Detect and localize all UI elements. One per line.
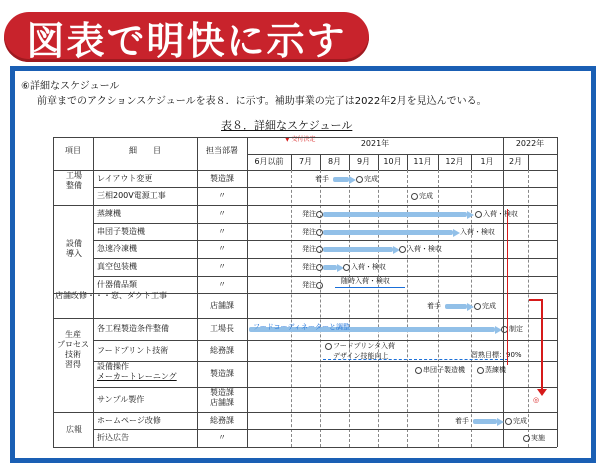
gantt-note-delivery: 入荷・検収	[460, 228, 495, 236]
schedule-bar	[445, 304, 467, 309]
milestone-circle-icon	[325, 343, 332, 350]
schedule-table	[53, 137, 557, 447]
milestone-label: 実施	[531, 434, 545, 442]
gantt-note-food-coord: フードコーディネーターと調整	[253, 323, 350, 331]
group-factory-line1: 工場	[66, 171, 82, 180]
schedule-bar	[323, 247, 393, 252]
schedule-bar	[333, 177, 349, 182]
gantt-note-start: 着手	[315, 175, 329, 183]
gantt-note-kushi-machine	[415, 366, 465, 375]
schedule-bar	[323, 230, 453, 235]
month-header: 1月	[480, 157, 494, 166]
group-production-line1: 生産	[65, 330, 81, 339]
banner-title: 図表で明快に示す	[26, 18, 347, 63]
row-dept: 店舗課	[210, 301, 234, 310]
month-grid-line	[528, 170, 529, 447]
gantt-note-delivery	[399, 245, 442, 254]
red-bracket-line	[507, 209, 508, 365]
row-line	[93, 387, 557, 388]
milestone-label: 完成	[419, 192, 433, 200]
row-dept: 製造課	[210, 369, 234, 378]
row-line	[93, 429, 557, 430]
row-line	[93, 276, 557, 277]
row-line	[93, 340, 557, 341]
header-bottom-line	[53, 170, 557, 171]
gantt-note-delivery-temp: 随時入荷・検収	[341, 277, 390, 285]
milestone-label: 蒸練機	[485, 366, 506, 374]
bar-arrow-icon	[497, 418, 504, 426]
group-pr: 広報	[66, 425, 82, 434]
milestone-label: 発注	[302, 245, 316, 253]
milestone-circle-icon	[316, 282, 323, 289]
row-dept: 〃	[218, 244, 226, 253]
gantt-note-implement	[523, 434, 545, 443]
row-item: 三相200V電源工事	[97, 191, 166, 200]
gantt-note-order	[302, 210, 324, 219]
milestone-circle-icon	[523, 435, 530, 442]
milestone-label: 発注	[302, 263, 316, 271]
milestone-circle-icon	[316, 229, 323, 236]
gantt-note-start: 着手	[455, 417, 469, 425]
milestone-circle-icon	[316, 264, 323, 271]
row-line	[93, 258, 557, 259]
month-header: 7月	[298, 157, 313, 166]
row-item: 什器備品類	[97, 280, 137, 289]
milestone-label: 入荷・検収	[483, 210, 518, 218]
row-dept: 製造課	[210, 174, 234, 183]
row-item: フードプリント技術	[97, 346, 169, 355]
row-line	[53, 205, 557, 206]
section-text: 前章までのアクションスケジュールを表８．に示す。補助事業の完了は2022年2月を見込んでいる。	[37, 96, 487, 107]
row-item: 各工程製造条件整備	[97, 324, 169, 333]
sample-complete-marker: ◎	[533, 396, 540, 404]
gantt-note-done	[411, 192, 433, 201]
milestone-label: 発注	[302, 281, 316, 289]
row-dept: 工場長	[210, 324, 234, 333]
row-item-line2: メーカートレーニング	[97, 372, 177, 381]
bar-arrow-icon	[349, 176, 356, 184]
row-dept: 〃	[218, 280, 226, 289]
month-header: 10月	[383, 157, 402, 166]
milestone-circle-icon	[356, 176, 363, 183]
row-dept-line2: 店舗課	[210, 398, 234, 407]
row-dept: 〃	[218, 191, 226, 200]
milestone-label: 完成	[482, 302, 496, 310]
milestone-label: フードプリンタ入荷	[333, 342, 396, 350]
month-header: 2月	[508, 157, 523, 166]
table-border-bottom	[53, 447, 557, 448]
milestone-circle-icon	[411, 193, 418, 200]
row-dept: 〃	[218, 433, 226, 442]
header-item: 細 目	[129, 146, 161, 155]
row-line	[93, 240, 557, 241]
header-year-2021: 2021年	[360, 139, 390, 148]
red-arrow-horizontal	[529, 299, 541, 301]
row-dept: 総務課	[210, 346, 234, 355]
gantt-note-order	[302, 281, 324, 290]
row-item: 蒸練機	[97, 209, 121, 218]
row-item: 真空包装機	[97, 262, 137, 271]
gantt-note-steam-machine	[477, 366, 506, 375]
row-dept: 〃	[218, 209, 226, 218]
milestone-label: 制定	[509, 325, 523, 333]
month-header: 11月	[413, 157, 432, 166]
gantt-note-established	[501, 325, 523, 334]
schedule-bar	[323, 212, 467, 217]
row-item: レイアウト変更	[97, 174, 153, 183]
gantt-note-done	[356, 175, 378, 184]
bar-arrow-icon	[467, 211, 474, 219]
group-equipment-line2: 導入	[66, 249, 82, 258]
year-divider-line	[503, 137, 504, 447]
col-line	[93, 137, 94, 447]
gantt-note-order	[302, 228, 324, 237]
header-year-2022: 2022年	[515, 139, 545, 148]
milestone-label: 発注	[302, 210, 316, 218]
milestone-circle-icon	[415, 367, 422, 374]
milestone-label: 発注	[302, 228, 316, 236]
row-dept-line1: 製造課	[210, 388, 234, 397]
group-factory-line2: 整備	[66, 181, 82, 190]
group-store-renovation: 店舗改修・・・窓、ダクト工事	[55, 291, 167, 300]
schedule-bar	[473, 419, 497, 424]
month-header: 9月	[356, 157, 371, 166]
red-arrow-head-icon	[537, 389, 547, 396]
row-item-line1: 設備操作	[97, 362, 129, 371]
row-item	[97, 362, 177, 382]
table-border-right	[557, 137, 558, 447]
row-line	[53, 412, 557, 413]
schedule-bar	[323, 265, 337, 270]
content-frame	[10, 66, 596, 463]
gantt-note-skill-goal: 習熟目標：90%	[471, 351, 522, 359]
month-header-line	[528, 154, 529, 170]
row-item: 急速冷凍機	[97, 244, 137, 253]
row-item: ホームページ改修	[97, 416, 161, 425]
milestone-label: 完成	[364, 175, 378, 183]
milestone-circle-icon	[477, 367, 484, 374]
table-border-top	[53, 137, 557, 138]
milestone-label: 完成	[513, 417, 527, 425]
row-item: 串団子製造機	[97, 227, 145, 236]
month-header: 8月	[327, 157, 342, 166]
month-header: 12月	[445, 157, 464, 166]
milestone-circle-icon	[316, 211, 323, 218]
group-production-line3: 技術	[65, 350, 81, 359]
gantt-note-order	[302, 263, 324, 272]
gantt-note-done	[505, 417, 527, 426]
red-arrow-vertical	[541, 299, 543, 389]
gantt-note-delivery	[475, 210, 518, 219]
row-line	[53, 318, 557, 319]
bar-arrow-icon	[453, 229, 460, 237]
col-line	[247, 137, 248, 447]
milestone-circle-icon	[475, 211, 482, 218]
month-header: 6月以前	[254, 157, 284, 166]
gantt-note-done	[474, 302, 496, 311]
month-grid-line	[291, 170, 292, 447]
gantt-note-printer-delivery	[325, 342, 395, 351]
milestone-label: 入荷・検収	[351, 263, 386, 271]
row-dept: 総務課	[210, 416, 234, 425]
milestone-circle-icon	[316, 246, 323, 253]
milestone-circle-icon	[399, 246, 406, 253]
gantt-note-design-improve: デザイン技能向上	[333, 352, 389, 360]
bar-arrow-icon	[467, 303, 474, 311]
milestone-circle-icon	[343, 264, 350, 271]
table-caption: 表８．詳細なスケジュール	[221, 119, 353, 132]
row-item: 折込広告	[97, 433, 129, 442]
row-line	[53, 293, 557, 294]
header-dept: 担当部署	[206, 146, 238, 155]
group-production-line2: プロセス	[57, 340, 89, 349]
group-production-line4: 習得	[65, 360, 81, 369]
title-banner	[4, 6, 394, 68]
grant-decision-marker: ▼ 交付決定	[285, 136, 316, 143]
milestone-label: 入荷・検収	[407, 245, 442, 253]
group-factory	[57, 171, 91, 191]
header-category: 項目	[65, 146, 81, 155]
milestone-circle-icon	[505, 418, 512, 425]
gantt-note-order	[302, 245, 324, 254]
section-heading: ⑥詳細なスケジュール	[21, 81, 120, 92]
row-dept: 〃	[218, 262, 226, 271]
header-year-divider	[247, 154, 557, 155]
group-equipment	[57, 239, 91, 259]
gantt-note-start: 着手	[427, 302, 441, 310]
milestone-label: 串団子製造機	[423, 366, 465, 374]
row-line	[93, 223, 557, 224]
group-production	[55, 330, 91, 370]
milestone-circle-icon	[474, 303, 481, 310]
table-border-left	[53, 137, 54, 447]
temp-delivery-range	[335, 287, 405, 288]
row-item: サンプル製作	[97, 395, 145, 404]
row-dept: 〃	[218, 227, 226, 236]
row-dept	[197, 388, 247, 408]
group-equipment-line1: 設備	[66, 239, 82, 248]
gantt-note-delivery	[343, 263, 386, 272]
row-line	[93, 187, 557, 188]
